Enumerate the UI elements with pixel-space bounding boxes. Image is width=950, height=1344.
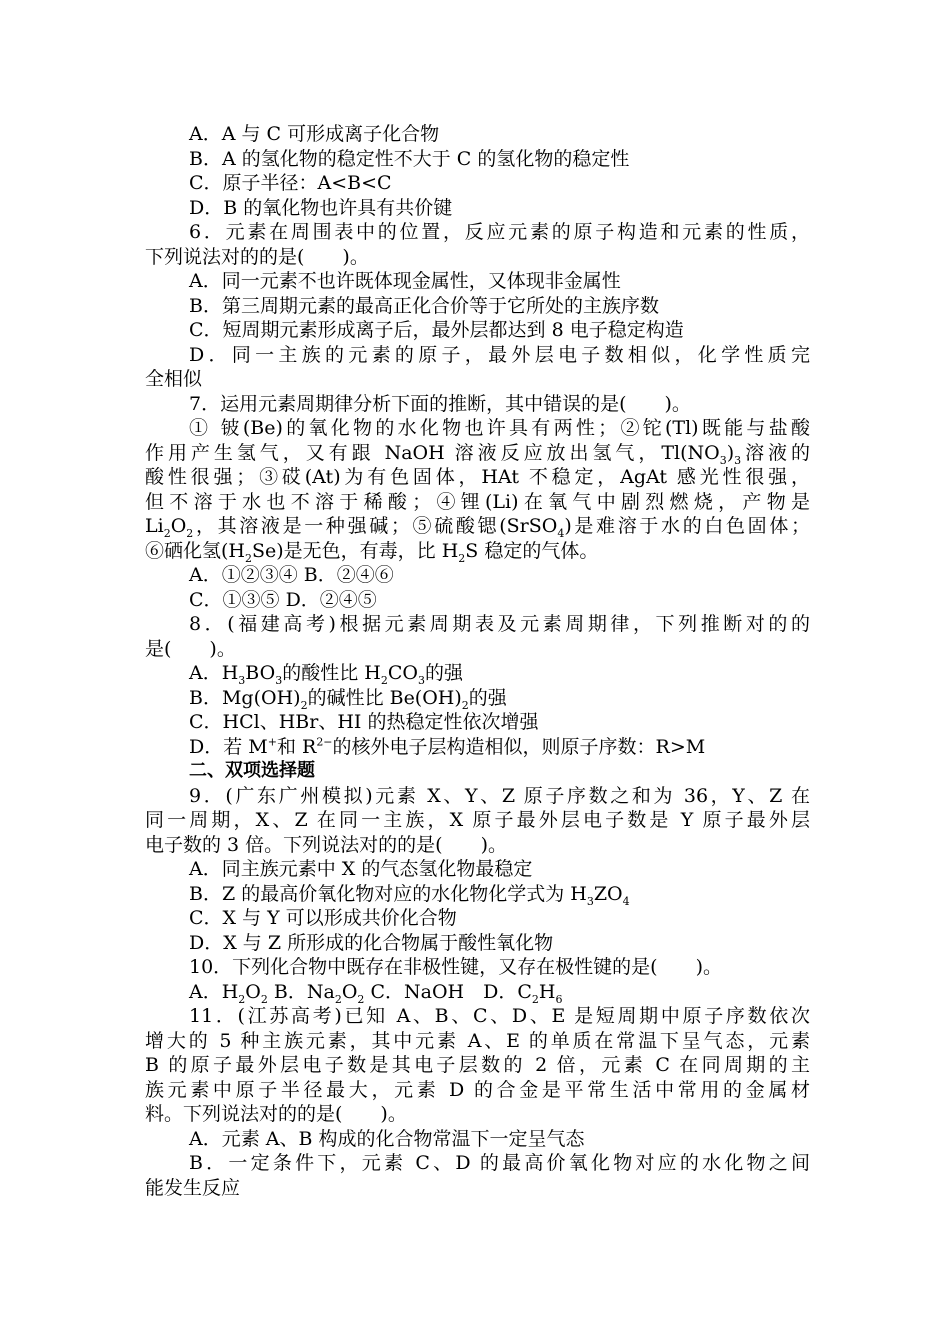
option-line: B．Z 的最高价氧化物对应的水化物化学式为 $H_3ZO_4$ <box>189 882 630 908</box>
question-7-line: 但不溶于水也不溶于稀酸；④锂(Li)在氧气中剧烈燃烧，产物是 <box>145 490 810 513</box>
section-heading: 二、双项选择题 <box>189 760 315 781</box>
question-7-line: ⑥硒化氢$(H_2Se)$是无色，有毒，比 $H_2S$ 稳定的气体。 <box>145 539 599 565</box>
question-7-line: 作用产生氢气，又有跟 NaOH 溶液反应放出氢气，$Tl(NO_3)_3$溶液的 <box>145 441 810 467</box>
question-11-line: 11．(江苏高考)已知 A、B、C、D、E 是短周期中原子序数依次 <box>189 1005 810 1027</box>
option-line: D．B 的氧化物也许具有共价键 <box>189 196 453 219</box>
question-11-line: 增大的 5 种主族元素，其中元素 A、E 的单质在常温下呈气态，元素 <box>145 1029 810 1052</box>
question-11-line: 料。下列说法对的的是( )。 <box>145 1103 407 1125</box>
option-line: B．$Mg(OH)_2$的碱性比 $Be(OH)_2$的强 <box>189 686 507 712</box>
option-line: C．①③⑤ D．②④⑤ <box>189 588 377 611</box>
option-line: C．原子半径：A<B<C <box>189 172 392 194</box>
option-line: C．X 与 Y 可以形成共价化合物 <box>189 907 457 929</box>
question-11-line: B 的原子最外层电子数是其电子层数的 2 倍，元素 C 在同周期的主 <box>145 1054 810 1076</box>
question-9-line: 电子数的 3 倍。下列说法对的的是( )。 <box>145 833 507 856</box>
option-line: B．第三周期元素的最高正化合价等于它所处的主族序数 <box>189 294 659 317</box>
option-line: 全相似 <box>145 368 203 390</box>
option-line: C．短周期元素形成离子后，最外层都达到 8 电子稳定构造 <box>189 319 684 341</box>
option-line: A．A 与 C 可形成离子化合物 <box>189 123 440 145</box>
question-6-line: 6．元素在周围表中的位置，反应元素的原子构造和元素的性质， <box>189 221 810 243</box>
option-line: A．同主族元素中 X 的气态氢化物最稳定 <box>189 858 533 880</box>
option-line: B．一定条件下，元素 C、D 的最高价氧化物对应的水化物之间 <box>189 1152 810 1174</box>
question-8-line: 是( )。 <box>145 637 236 660</box>
document-page <box>145 122 810 1200</box>
question-6-line: 下列说法对的的是( )。 <box>145 245 369 268</box>
option-line: B．A 的氢化物的稳定性不大于 C 的氢化物的稳定性 <box>189 147 630 170</box>
question-11-line: 族元素中原子半径最大，元素 D 的合金是平常生活中常用的金属材 <box>145 1078 810 1101</box>
question-7-line: 酸性很强；③砹(At)为有色固体，HAt 不稳定，AgAt 感光性很强， <box>145 466 810 488</box>
option-line: A．元素 A、B 构成的化合物常温下一定呈气态 <box>189 1127 585 1150</box>
option-line: D．若 M+和 $R^{2-}$的核外电子层构造相似，则原子序数：R>M <box>189 735 706 758</box>
option-line: D．X 与 Z 所形成的化合物属于酸性氧化物 <box>189 931 554 954</box>
question-9-line: 同一周期，X、Z 在同一主族，X 原子最外层电子数是 Y 原子最外层 <box>145 809 810 831</box>
option-line: A．$H_3BO_3$的酸性比 $H_2CO_3$的强 <box>189 662 463 687</box>
option-line: C．HCl、HBr、HI 的热稳定性依次增强 <box>189 711 539 733</box>
option-line: A．①②③④ B．②④⑥ <box>189 564 394 586</box>
option-line: 能发生反应 <box>145 1176 241 1199</box>
question-8-line: 8．(福建高考)根据元素周期表及元素周期律，下列推断对的的 <box>189 613 810 635</box>
question-7-line: 7．运用元素周期律分析下面的推断，其中错误的是( )。 <box>189 392 691 415</box>
question-9-line: 9．(广东广州模拟)元素 X、Y、Z 原子序数之和为 36，Y、Z 在 <box>189 784 810 807</box>
question-7-line: ① 铍(Be)的氧化物的水化物也许具有两性；②铊(Tl)既能与盐酸 <box>189 417 810 439</box>
option-line: D．同一主族的元素的原子，最外层电子数相似，化学性质完 <box>189 343 810 366</box>
question-7-line: $Li_2O_2$，其溶液是一种强碱；⑤硫酸锶(SrSO$_4$)是难溶于水的白色固体； <box>145 515 810 540</box>
option-line: A．同一元素不也许既体现金属性，又体现非金属性 <box>189 270 621 292</box>
question-10-line: 10．下列化合物中既存在非极性键，又存在极性键的是( )。 <box>189 956 723 978</box>
option-line: A．$H_2O_2$ B．$Na_2O_2$ C．NaOH D．$C_2H_6$ <box>189 980 563 1006</box>
